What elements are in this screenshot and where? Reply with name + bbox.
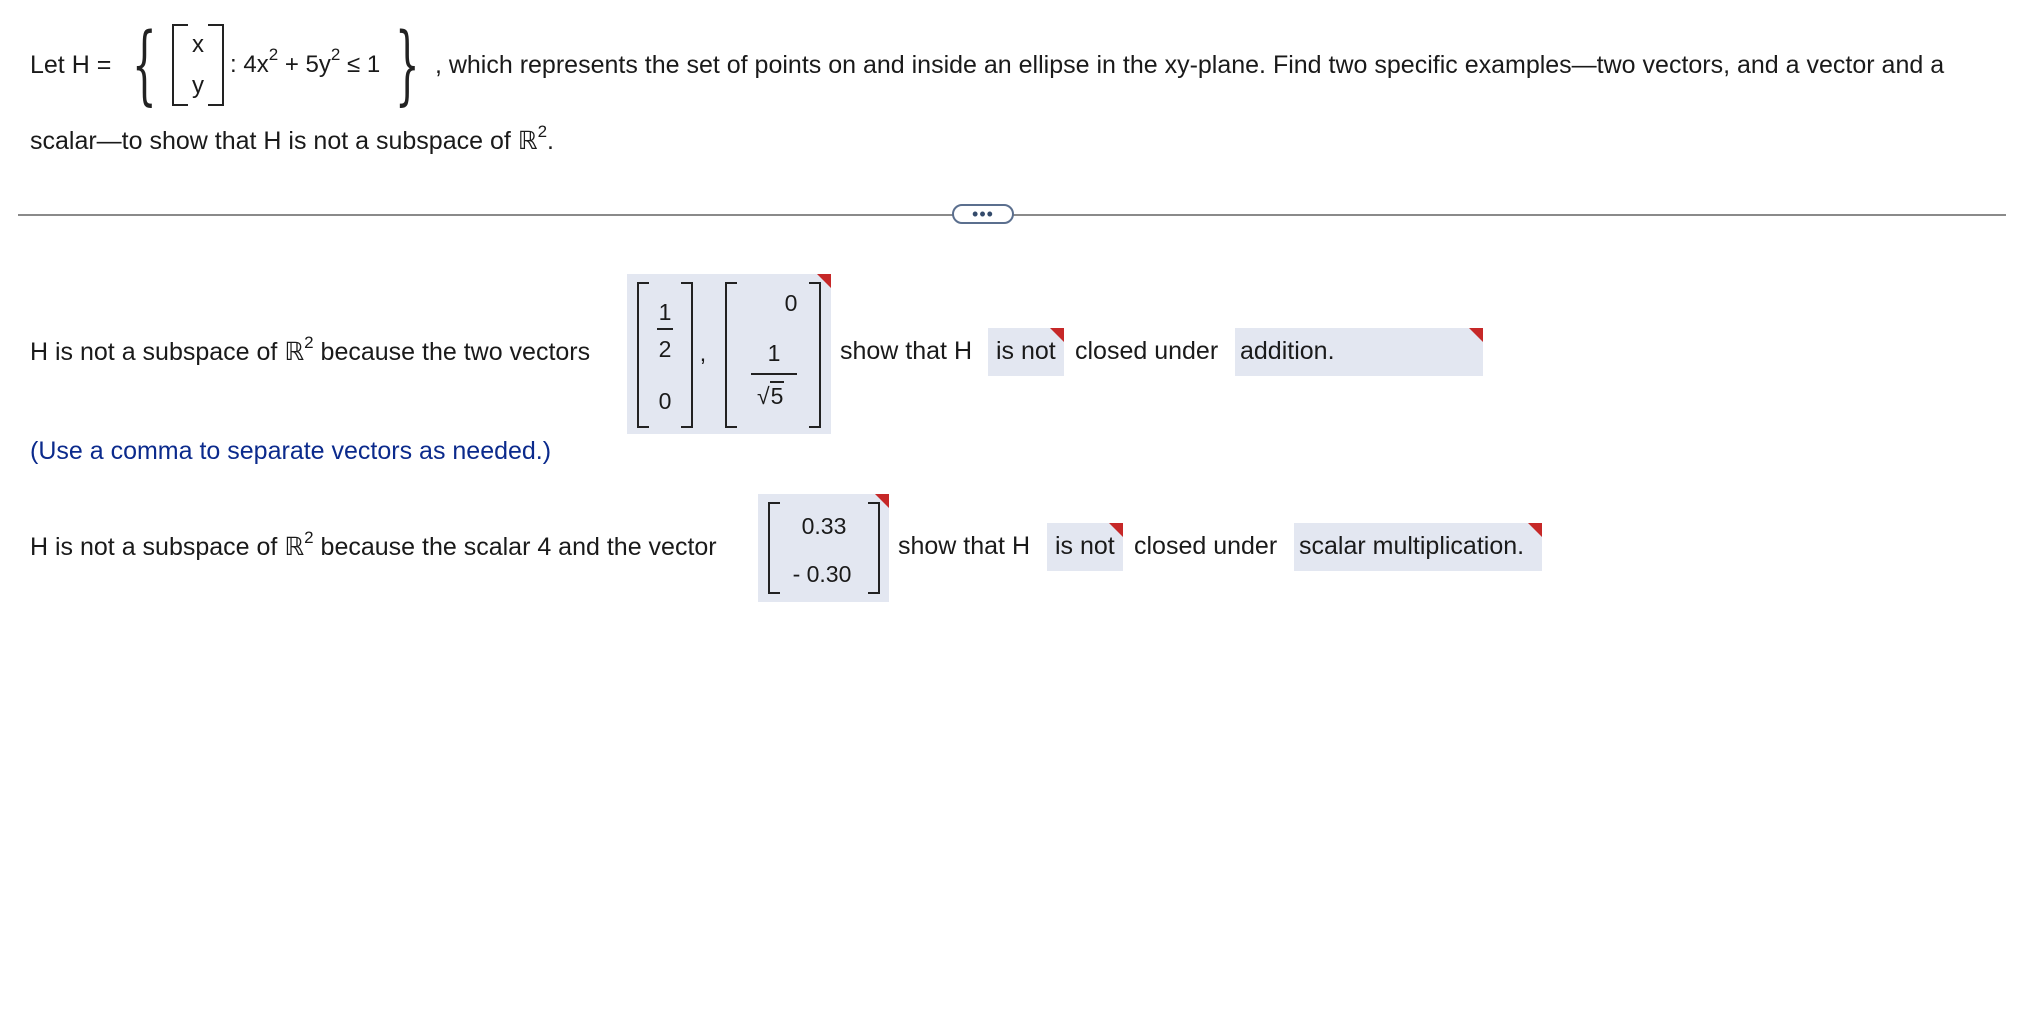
answer-flag-icon xyxy=(1528,523,1542,537)
colon: : xyxy=(230,51,237,78)
condition xyxy=(230,45,381,79)
problem-statement-line1 xyxy=(30,15,1945,115)
exp: 2 xyxy=(304,528,314,547)
q1-operation-value: addition. xyxy=(1240,337,1335,365)
radicand: 5 xyxy=(770,383,784,409)
v1-numerator: 1 xyxy=(658,299,672,325)
q2-operation-dropdown[interactable] xyxy=(1294,523,1542,571)
right-brace: } xyxy=(395,15,420,115)
q1-middle-text: because the two vectors xyxy=(313,338,591,366)
v1-left-bracket xyxy=(637,282,649,428)
sqrt-icon: √ xyxy=(757,383,770,409)
q2-after-vector: show that H xyxy=(898,532,1031,560)
exp: 2 xyxy=(268,45,279,64)
period: . xyxy=(547,127,554,155)
q2-prefix xyxy=(30,528,717,562)
v1-bottom: 0 xyxy=(658,388,672,414)
v2-fraction-bar xyxy=(751,373,797,375)
problem-statement-line2 xyxy=(30,122,554,156)
q2-closed-under: closed under xyxy=(1134,532,1278,560)
term-4x: 4x xyxy=(243,51,269,78)
q1-after-vectors: show that H xyxy=(840,337,973,365)
let-h-label: Let H = xyxy=(30,50,112,79)
exp: 2 xyxy=(330,45,341,64)
q2-is-not-dropdown[interactable] xyxy=(1047,523,1123,571)
v-right-bracket xyxy=(868,502,880,594)
v2-top: 0 xyxy=(784,290,798,316)
v1-right-bracket xyxy=(681,282,693,428)
v2-right-bracket xyxy=(809,282,821,428)
q1-closed-under: closed under xyxy=(1075,337,1219,365)
v1-fraction-bar xyxy=(657,328,673,330)
real-numbers-symbol: ℝ xyxy=(284,337,305,366)
exp: 2 xyxy=(537,122,548,141)
q2-is-not-value: is not xyxy=(1055,532,1115,560)
q2-middle-text: because the scalar 4 and the vector xyxy=(313,533,717,561)
v2-numerator: 1 xyxy=(767,340,781,366)
q1-is-not-dropdown[interactable] xyxy=(988,328,1064,376)
scalar-vector-answer-box[interactable] xyxy=(758,494,889,602)
q1-prefix xyxy=(30,333,591,367)
problem-text-1: , which represents the set of points on and inside an ellipse in the xy-plane. Find two specific examples—two vectors, and a vector and a xyxy=(434,50,1945,79)
real-numbers-symbol: ℝ xyxy=(517,126,538,155)
answer-flag-icon xyxy=(1469,328,1483,342)
vectors-answer-box[interactable] xyxy=(627,274,831,434)
q1-prefix-text: H is not a subspace of xyxy=(30,338,285,366)
real-numbers-symbol: ℝ xyxy=(284,532,305,561)
q1-is-not-value: is not xyxy=(996,337,1056,365)
right-bracket xyxy=(208,24,224,106)
vector-bottom-value: - 0.30 xyxy=(792,561,852,587)
v2-left-bracket xyxy=(725,282,737,428)
left-brace: { xyxy=(132,15,157,115)
q1-operation-dropdown[interactable] xyxy=(1235,328,1483,376)
v2-sqrt-denominator xyxy=(757,383,784,410)
expand-more-button[interactable] xyxy=(952,204,1014,224)
v1-denominator: 2 xyxy=(658,336,672,362)
q2-prefix-text: H is not a subspace of xyxy=(30,533,285,561)
problem-text-2: scalar—to show that H is not a subspace of xyxy=(30,127,518,155)
set-builder-expression xyxy=(117,15,435,115)
var-y: y xyxy=(192,71,205,99)
var-x: x xyxy=(192,30,205,58)
more-dots-icon: ••• xyxy=(972,204,994,224)
left-bracket xyxy=(172,24,188,106)
separator-hint: (Use a comma to separate vectors as needed.) xyxy=(30,437,552,465)
v-left-bracket xyxy=(768,502,780,594)
set-vector xyxy=(188,24,208,106)
exp: 2 xyxy=(304,333,314,352)
vector-separator: , xyxy=(699,340,707,366)
term-le-1: ≤ 1 xyxy=(347,51,381,78)
term-5y: + 5y xyxy=(284,51,331,78)
vector-top-value: 0.33 xyxy=(801,513,847,539)
q2-operation-value: scalar multiplication. xyxy=(1299,532,1525,560)
